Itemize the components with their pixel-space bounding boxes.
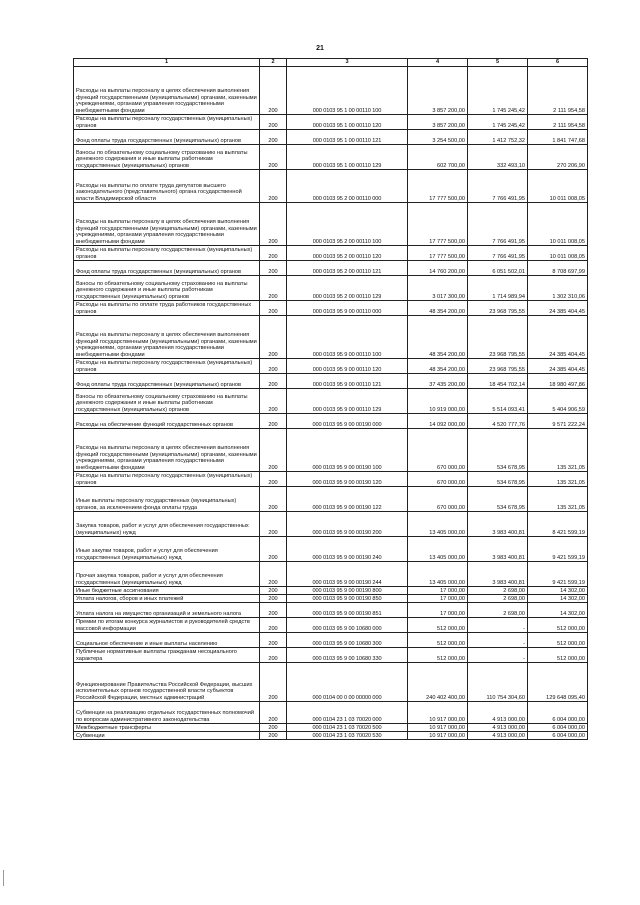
row-kbk-cell: 000 0103 95 9 00 10680 330 (287, 648, 408, 663)
row-executed-cell: 332 493,10 (468, 145, 528, 170)
table-row (74, 374, 588, 389)
row-name-cell: Иные закупки товаров, работ и услуг для обеспечения государственных (муниципальных) нужд (74, 537, 260, 562)
row-code-cell: 200 (260, 537, 287, 562)
row-approved-cell: 13 405 000,00 (408, 562, 468, 587)
row-remaining-cell: 24 385 404,45 (528, 316, 588, 359)
row-executed-cell: 7 766 491,95 (468, 170, 528, 203)
table-row (74, 603, 588, 618)
row-executed-cell: 7 766 491,95 (468, 246, 528, 261)
budget-table (73, 58, 588, 740)
table-row (74, 389, 588, 414)
row-executed-cell: 534 678,95 (468, 487, 528, 512)
row-code-cell: 200 (260, 429, 287, 472)
row-remaining-cell: 6 004 000,00 (528, 732, 588, 740)
row-approved-cell: 17 000,00 (408, 603, 468, 618)
row-executed-cell: - (468, 618, 528, 633)
row-code-cell: 200 (260, 67, 287, 115)
row-approved-cell: 3 857 200,00 (408, 67, 468, 115)
row-remaining-cell: 10 011 008,05 (528, 203, 588, 246)
row-code-cell: 200 (260, 389, 287, 414)
row-name-cell: Фонд оплаты труда государственных (муниципальных) органов (74, 374, 260, 389)
table-row (74, 203, 588, 246)
row-code-cell: 200 (260, 145, 287, 170)
row-executed-cell: 534 678,95 (468, 472, 528, 487)
row-remaining-cell: 14 302,00 (528, 587, 588, 595)
row-code-cell: 200 (260, 595, 287, 603)
row-kbk-cell: 000 0103 95 9 00 00190 000 (287, 414, 408, 429)
row-code-cell: 200 (260, 170, 287, 203)
row-executed-cell: 2 698,00 (468, 587, 528, 595)
row-kbk-cell: 000 0103 95 9 00 00190 200 (287, 512, 408, 537)
row-remaining-cell: 5 404 906,59 (528, 389, 588, 414)
row-approved-cell: 37 435 200,00 (408, 374, 468, 389)
row-code-cell: 200 (260, 732, 287, 740)
row-approved-cell: 10 919 000,00 (408, 389, 468, 414)
row-name-cell: Взносы по обязательному социальному страхованию на выплаты денежного содержания и иные выплаты работникам государственных (муниципальных) органов (74, 389, 260, 414)
row-name-cell: Премии по итогам конкурса журналистов и руководителей средств массовой информации (74, 618, 260, 633)
row-approved-cell: 48 354 200,00 (408, 301, 468, 316)
row-kbk-cell: 000 0103 95 2 00 00110 129 (287, 276, 408, 301)
table-row (74, 145, 588, 170)
table-row (74, 261, 588, 276)
row-name-cell: Расходы на выплаты персоналу государственных (муниципальных) органов (74, 115, 260, 130)
row-remaining-cell: 270 206,90 (528, 145, 588, 170)
row-executed-cell: 4 913 000,00 (468, 724, 528, 732)
row-executed-cell: - (468, 648, 528, 663)
row-kbk-cell: 000 0103 95 9 00 00190 120 (287, 472, 408, 487)
row-kbk-cell: 000 0104 23 1 03 70020 500 (287, 724, 408, 732)
row-approved-cell: 3 254 500,00 (408, 130, 468, 145)
scan-margin-mark (3, 870, 4, 886)
row-code-cell: 200 (260, 603, 287, 618)
row-executed-cell: 2 698,00 (468, 603, 528, 618)
row-code-cell: 200 (260, 414, 287, 429)
row-name-cell: Взносы по обязательному социальному страхованию на выплаты денежного содержания и иные выплаты работникам государственных (муниципальных) органов (74, 276, 260, 301)
row-approved-cell: 13 405 000,00 (408, 512, 468, 537)
row-kbk-cell: 000 0103 95 9 00 00110 000 (287, 301, 408, 316)
row-executed-cell: 5 514 093,41 (468, 389, 528, 414)
row-name-cell: Расходы на выплаты персоналу в целях обеспечения выполнения функций государственными (муниципальными) органами, казенными учреждениями, органами управления государственными внебюджетными фондами (74, 67, 260, 115)
row-name-cell: Расходы на выплаты персоналу государственных (муниципальных) органов (74, 472, 260, 487)
row-approved-cell: 17 000,00 (408, 587, 468, 595)
row-kbk-cell: 000 0103 95 9 00 00190 851 (287, 603, 408, 618)
row-kbk-cell: 000 0103 95 1 00 00110 121 (287, 130, 408, 145)
row-kbk-cell: 000 0103 95 9 00 00190 122 (287, 487, 408, 512)
row-approved-cell: 17 000,00 (408, 595, 468, 603)
row-executed-cell: 110 754 304,60 (468, 663, 528, 702)
table-row (74, 587, 588, 595)
header-cell: 4 (408, 59, 468, 67)
row-remaining-cell: 2 111 954,58 (528, 67, 588, 115)
row-name-cell: Расходы на выплаты персоналу в целях обеспечения выполнения функций государственными (муниципальными) органами, казенными учреждениями, органами управления государственными внебюджетными фондами (74, 316, 260, 359)
row-executed-cell: 7 766 491,95 (468, 203, 528, 246)
row-remaining-cell: 135 321,05 (528, 429, 588, 472)
row-remaining-cell: 10 011 008,05 (528, 170, 588, 203)
row-executed-cell: 534 678,95 (468, 429, 528, 472)
row-kbk-cell: 000 0103 95 1 00 00110 100 (287, 67, 408, 115)
row-name-cell: Расходы на выплаты персоналу государственных (муниципальных) органов (74, 359, 260, 374)
row-kbk-cell: 000 0103 95 9 00 00110 129 (287, 389, 408, 414)
row-name-cell: Расходы на выплаты персоналу в целях обеспечения выполнения функций государственными (муниципальными) органами, казенными учреждениями, органами управления государственными внебюджетными фондами (74, 429, 260, 472)
row-name-cell: Межбюджетные трансферты (74, 724, 260, 732)
header-cell: 5 (468, 59, 528, 67)
row-code-cell: 200 (260, 724, 287, 732)
row-approved-cell: 3 017 300,00 (408, 276, 468, 301)
table-row (74, 618, 588, 633)
row-remaining-cell: 8 421 599,19 (528, 512, 588, 537)
table-row (74, 429, 588, 472)
header-cell: 3 (287, 59, 408, 67)
table-row (74, 732, 588, 740)
row-executed-cell: 18 454 702,14 (468, 374, 528, 389)
table-row (74, 246, 588, 261)
row-code-cell: 200 (260, 316, 287, 359)
row-kbk-cell: 000 0103 95 2 00 00110 100 (287, 203, 408, 246)
row-name-cell: Расходы на выплаты по оплате труда депутатов высшего законодательного (представительного) органа государственной власти Владимирской области (74, 170, 260, 203)
row-remaining-cell: 512 000,00 (528, 648, 588, 663)
row-kbk-cell: 000 0103 95 9 00 00190 240 (287, 537, 408, 562)
table-row (74, 414, 588, 429)
row-approved-cell: 17 777 500,00 (408, 203, 468, 246)
row-approved-cell: 13 405 000,00 (408, 537, 468, 562)
row-remaining-cell: 135 321,05 (528, 472, 588, 487)
table-row (74, 537, 588, 562)
row-remaining-cell: 1 841 747,68 (528, 130, 588, 145)
row-kbk-cell: 000 0104 23 1 03 70020 530 (287, 732, 408, 740)
table-row (74, 316, 588, 359)
row-code-cell: 200 (260, 487, 287, 512)
row-executed-cell: 4 913 000,00 (468, 732, 528, 740)
row-name-cell: Взносы по обязательному социальному страхованию на выплаты денежного содержания и иные выплаты работникам государственных (муниципальных) органов (74, 145, 260, 170)
header-cell: 1 (74, 59, 260, 67)
row-code-cell: 200 (260, 261, 287, 276)
row-code-cell: 200 (260, 648, 287, 663)
row-executed-cell: 23 968 795,55 (468, 359, 528, 374)
row-executed-cell: 6 051 502,01 (468, 261, 528, 276)
table-row (74, 562, 588, 587)
row-name-cell: Расходы на выплаты по оплате труда работников государственных органов (74, 301, 260, 316)
table-row (74, 130, 588, 145)
row-name-cell: Субвенции (74, 732, 260, 740)
page-number: 21 (316, 45, 324, 52)
row-name-cell: Фонд оплаты труда государственных (муниципальных) органов (74, 261, 260, 276)
row-remaining-cell: 9 421 599,19 (528, 562, 588, 587)
row-approved-cell: 10 917 000,00 (408, 732, 468, 740)
row-remaining-cell: 512 000,00 (528, 633, 588, 648)
row-approved-cell: 48 354 200,00 (408, 316, 468, 359)
row-executed-cell: 4 913 000,00 (468, 702, 528, 724)
row-name-cell: Уплата налога на имущество организаций и земельного налога (74, 603, 260, 618)
row-code-cell: 200 (260, 374, 287, 389)
row-remaining-cell: 18 980 497,86 (528, 374, 588, 389)
row-code-cell: 200 (260, 562, 287, 587)
table-row (74, 702, 588, 724)
row-remaining-cell: 9 421 599,19 (528, 537, 588, 562)
row-kbk-cell: 000 0103 95 9 00 00110 120 (287, 359, 408, 374)
header-cell: 2 (260, 59, 287, 67)
row-remaining-cell: 135 321,05 (528, 487, 588, 512)
row-code-cell: 200 (260, 301, 287, 316)
row-kbk-cell: 000 0103 95 9 00 10680 000 (287, 618, 408, 633)
row-code-cell: 200 (260, 359, 287, 374)
row-kbk-cell: 000 0103 95 9 00 00110 100 (287, 316, 408, 359)
row-approved-cell: 17 777 500,00 (408, 170, 468, 203)
row-kbk-cell: 000 0103 95 1 00 00110 129 (287, 145, 408, 170)
row-approved-cell: 240 402 400,00 (408, 663, 468, 702)
row-executed-cell: 1 412 752,32 (468, 130, 528, 145)
row-kbk-cell: 000 0104 00 0 00 00000 000 (287, 663, 408, 702)
row-executed-cell: 4 520 777,76 (468, 414, 528, 429)
table-row (74, 724, 588, 732)
row-name-cell: Субвенции на реализацию отдельных государственных полномочий по вопросам административного законодательства (74, 702, 260, 724)
row-executed-cell: - (468, 633, 528, 648)
row-name-cell: Закупка товаров, работ и услуг для обеспечения государственных (муниципальных) нужд (74, 512, 260, 537)
row-code-cell: 200 (260, 115, 287, 130)
row-code-cell: 200 (260, 130, 287, 145)
row-approved-cell: 512 000,00 (408, 633, 468, 648)
row-code-cell: 200 (260, 663, 287, 702)
row-code-cell: 200 (260, 246, 287, 261)
row-kbk-cell: 000 0103 95 9 00 00190 244 (287, 562, 408, 587)
row-name-cell: Иные бюджетные ассигнования (74, 587, 260, 595)
row-approved-cell: 670 000,00 (408, 429, 468, 472)
row-approved-cell: 670 000,00 (408, 487, 468, 512)
row-executed-cell: 1 745 245,42 (468, 115, 528, 130)
row-approved-cell: 10 917 000,00 (408, 724, 468, 732)
row-approved-cell: 48 354 200,00 (408, 359, 468, 374)
row-executed-cell: 23 968 795,55 (468, 301, 528, 316)
table-row (74, 115, 588, 130)
table-row (74, 487, 588, 512)
table-row (74, 648, 588, 663)
row-executed-cell: 2 698,00 (468, 595, 528, 603)
row-name-cell: Фонд оплаты труда государственных (муниципальных) органов (74, 130, 260, 145)
table-row (74, 633, 588, 648)
table-row (74, 595, 588, 603)
row-approved-cell: 670 000,00 (408, 472, 468, 487)
table-row (74, 276, 588, 301)
row-remaining-cell: 2 111 954,58 (528, 115, 588, 130)
row-name-cell: Социальное обеспечение и иные выплаты населению (74, 633, 260, 648)
row-remaining-cell: 6 004 000,00 (528, 724, 588, 732)
row-executed-cell: 23 968 795,55 (468, 316, 528, 359)
row-executed-cell: 1 745 245,42 (468, 67, 528, 115)
row-approved-cell: 17 777 500,00 (408, 246, 468, 261)
row-kbk-cell: 000 0103 95 2 00 00110 000 (287, 170, 408, 203)
header-row (74, 59, 588, 67)
row-code-cell: 200 (260, 472, 287, 487)
row-code-cell: 200 (260, 276, 287, 301)
row-remaining-cell: 10 011 008,05 (528, 246, 588, 261)
row-name-cell: Прочая закупка товаров, работ и услуг для обеспечения государственных (муниципальных) нужд (74, 562, 260, 587)
row-executed-cell: 3 983 400,81 (468, 537, 528, 562)
row-code-cell: 200 (260, 618, 287, 633)
row-remaining-cell: 129 648 095,40 (528, 663, 588, 702)
row-code-cell: 200 (260, 512, 287, 537)
row-remaining-cell: 1 302 310,06 (528, 276, 588, 301)
row-approved-cell: 602 700,00 (408, 145, 468, 170)
row-name-cell: Иные выплаты персоналу государственных (муниципальных) органов, за исключением фонда оплаты труда (74, 487, 260, 512)
row-executed-cell: 1 714 989,94 (468, 276, 528, 301)
row-name-cell: Функционирование Правительства Российской Федерации, высших исполнительных органов государственной власти субъектов Российской Федерации, местных администраций (74, 663, 260, 702)
row-approved-cell: 512 000,00 (408, 648, 468, 663)
row-kbk-cell: 000 0103 95 9 00 00190 800 (287, 587, 408, 595)
row-code-cell: 200 (260, 587, 287, 595)
row-approved-cell: 10 917 000,00 (408, 702, 468, 724)
row-name-cell: Расходы на обеспечение функций государственных органов (74, 414, 260, 429)
row-name-cell: Публичные нормативные выплаты гражданам несоциального характера (74, 648, 260, 663)
table-row (74, 472, 588, 487)
row-remaining-cell: 512 000,00 (528, 618, 588, 633)
row-remaining-cell: 24 385 404,45 (528, 359, 588, 374)
row-approved-cell: 512 000,00 (408, 618, 468, 633)
row-kbk-cell: 000 0103 95 9 00 00190 100 (287, 429, 408, 472)
row-kbk-cell: 000 0103 95 9 00 00110 121 (287, 374, 408, 389)
row-kbk-cell: 000 0103 95 1 00 00110 120 (287, 115, 408, 130)
row-approved-cell: 14 092 000,00 (408, 414, 468, 429)
row-kbk-cell: 000 0104 23 1 03 70020 000 (287, 702, 408, 724)
row-code-cell: 200 (260, 633, 287, 648)
row-approved-cell: 14 760 200,00 (408, 261, 468, 276)
row-remaining-cell: 9 571 222,24 (528, 414, 588, 429)
row-remaining-cell: 14 302,00 (528, 603, 588, 618)
row-kbk-cell: 000 0103 95 2 00 00110 120 (287, 246, 408, 261)
row-approved-cell: 3 857 200,00 (408, 115, 468, 130)
row-remaining-cell: 6 004 000,00 (528, 702, 588, 724)
table-row (74, 359, 588, 374)
table-row (74, 67, 588, 115)
row-executed-cell: 3 983 400,81 (468, 562, 528, 587)
header-cell: 6 (528, 59, 588, 67)
row-kbk-cell: 000 0103 95 9 00 00190 850 (287, 595, 408, 603)
row-name-cell: Уплата налогов, сборов и иных платежей (74, 595, 260, 603)
table-row (74, 512, 588, 537)
table-row (74, 663, 588, 702)
row-code-cell: 200 (260, 702, 287, 724)
row-remaining-cell: 14 302,00 (528, 595, 588, 603)
row-executed-cell: 3 983 400,81 (468, 512, 528, 537)
row-name-cell: Расходы на выплаты персоналу в целях обеспечения выполнения функций государственными (муниципальными) органами, казенными учреждениями, органами управления государственными внебюджетными фондами (74, 203, 260, 246)
row-kbk-cell: 000 0103 95 9 00 10680 300 (287, 633, 408, 648)
table-row (74, 170, 588, 203)
row-remaining-cell: 8 708 697,99 (528, 261, 588, 276)
row-kbk-cell: 000 0103 95 2 00 00110 121 (287, 261, 408, 276)
row-name-cell: Расходы на выплаты персоналу государственных (муниципальных) органов (74, 246, 260, 261)
row-remaining-cell: 24 385 404,45 (528, 301, 588, 316)
table-row (74, 301, 588, 316)
row-code-cell: 200 (260, 203, 287, 246)
